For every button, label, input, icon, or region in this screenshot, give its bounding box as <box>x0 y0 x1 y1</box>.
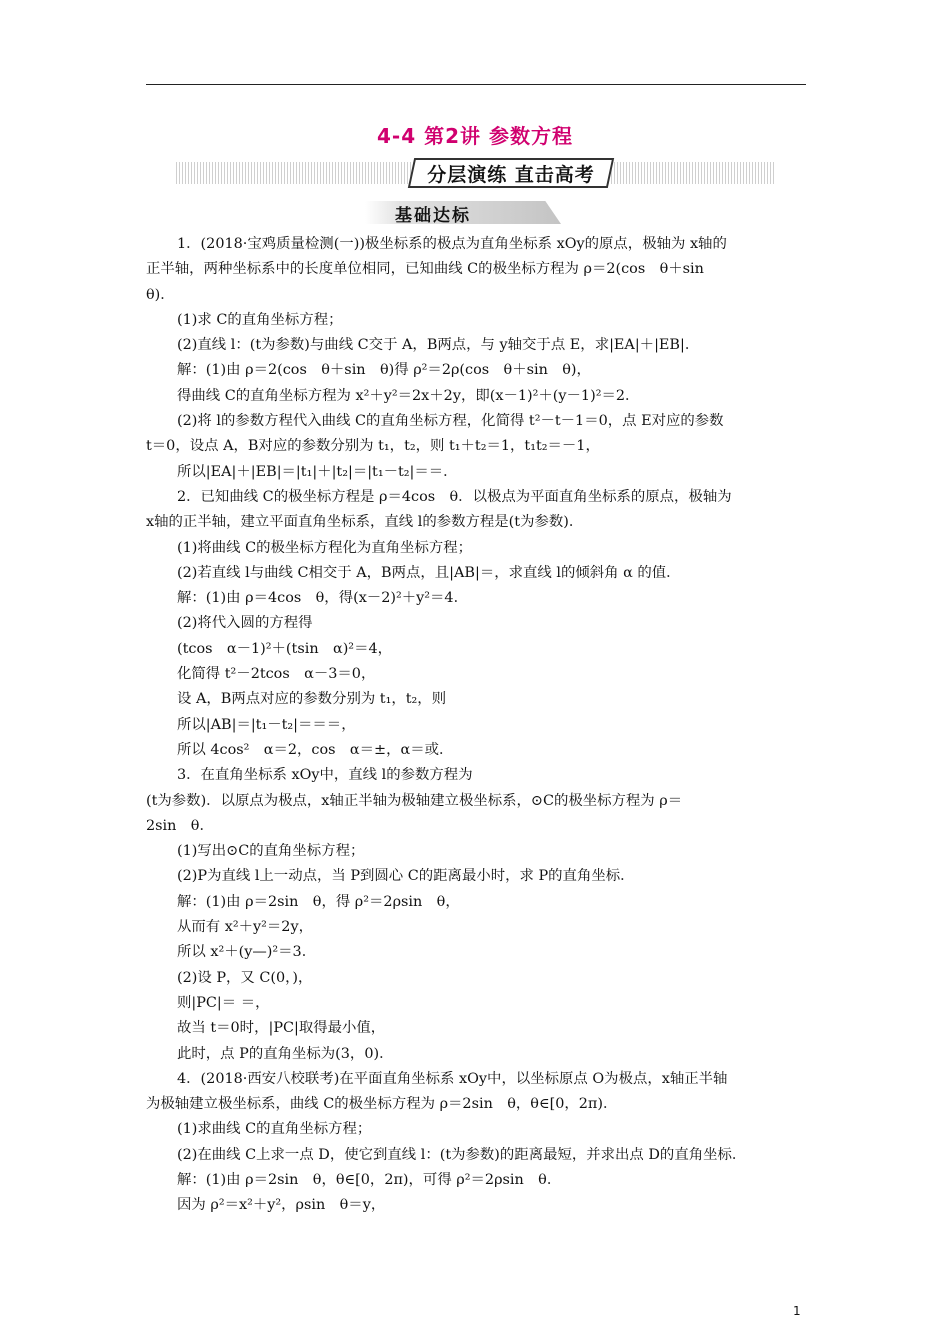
text-line: (2)直线 l：(t为参数)与曲线 C交于 A，B两点，与 y轴交于点 E，求|EA|＋|EB|． <box>177 337 700 354</box>
text-line: 所以 x²＋(y—)²＝3． <box>177 944 317 961</box>
text-line: 故当 t＝0时，|PC|取得最小值， <box>177 1020 386 1037</box>
text-line: 解：(1)由 ρ＝4cos θ，得(x－2)²＋y²＝4． <box>177 590 468 607</box>
text-line: θ)． <box>146 286 175 303</box>
text-line: 正半轴，两种坐标系中的长度单位相同，已知曲线 C的极坐标方程为 ρ＝2(cos θ＋sin <box>146 261 704 278</box>
text-line: 为极轴建立极坐标系，曲线 C的极坐标方程为 ρ＝2sin θ，θ∈[0，2π)． <box>146 1096 618 1113</box>
text-line: 2sin θ． <box>146 817 214 834</box>
text-line: 所以|EA|＋|EB|＝|t₁|＋|t₂|＝|t₁－t₂|＝＝． <box>177 463 458 480</box>
text-line: 所以|AB|＝|t₁－t₂|＝＝＝， <box>177 716 356 733</box>
text-line: t＝0，设点 A，B对应的参数分别为 t₁，t₂，则 t₁＋t₂＝1，t₁t₂＝－1， <box>146 438 600 455</box>
text-line: 解：(1)由 ρ＝2sin θ，θ∈[0，2π)，可得 ρ²＝2ρsin θ． <box>177 1171 562 1188</box>
text-line: 设 A，B两点对应的参数分别为 t₁，t₂，则 <box>177 691 447 708</box>
banner-label: 分层演练 直击高考 <box>427 164 595 186</box>
text-line: 解：(1)由 ρ＝2sin θ，得 ρ²＝2ρsin θ， <box>177 893 460 910</box>
page-title: 4-4 第2讲 参数方程 <box>377 124 573 148</box>
text-line: (1)求 C的直角坐标方程； <box>177 311 343 328</box>
text-line: 化简得 t²－2tcos α－3＝0， <box>177 666 376 683</box>
text-line: 从而有 x²＋y²＝2y， <box>177 919 313 936</box>
text-line: 3．在直角坐标系 xOy中，直线 l的参数方程为 <box>177 767 473 784</box>
text-line: (2)若直线 l与曲线 C相交于 A，B两点，且|AB|＝，求直线 l的倾斜角 α 的值． <box>177 564 681 581</box>
text-line: 2．已知曲线 C的极坐标方程是 ρ＝4cos θ．以极点为平面直角坐标系的原点，极轴为 <box>177 488 732 505</box>
page-number: 1 <box>793 1304 801 1318</box>
text-line: 则|PC|＝ ＝， <box>177 994 270 1011</box>
text-line: (2)在曲线 C上求一点 D，使它到直线 l：(t为参数)的距离最短，并求出点 D的直角坐标． <box>177 1146 747 1163</box>
text-line: 此时，点 P的直角坐标为(3，0)． <box>177 1045 394 1062</box>
text-line: (2)设 P，又 C(0，)， <box>177 969 313 986</box>
text-line: (2)将代入圆的方程得 <box>177 615 313 632</box>
text-line: (2)P为直线 l上一动点，当 P到圆心 C的距离最小时，求 P的直角坐标． <box>177 868 635 885</box>
text-line: 1．(2018·宝鸡质量检测(一))极坐标系的极点为直角坐标系 xOy的原点，极轴为 x轴的 <box>177 236 727 252</box>
text-line: x轴的正半轴，建立平面直角坐标系，直线 l的参数方程是(t为参数)． <box>146 514 584 531</box>
text-line: 得曲线 C的直角坐标方程为 x²＋y²＝2x＋2y，即(x－1)²＋(y－1)²＝2． <box>177 387 640 404</box>
text-line: 4．(2018·西安八校联考)在平面直角坐标系 xOy中，以坐标原点 O为极点，x轴正半轴 <box>177 1070 728 1087</box>
text-line: (2)将 l的参数方程代入曲线 C的直角坐标方程，化简得 t²－t－1＝0，点 E对应的参数 <box>177 413 724 430</box>
text-line: (1)写出⊙C的直角坐标方程； <box>177 843 365 860</box>
problem-text <box>146 232 812 1219</box>
text-line: (tcos α－1)²＋(tsin α)²＝4， <box>177 640 393 657</box>
text-line: 因为 ρ²＝x²＋y²，ρsin θ＝y， <box>177 1197 386 1214</box>
section-tag-label: 基础达标 <box>395 206 471 226</box>
text-line: 所以 4cos² α＝2，cos α＝±，α＝或． <box>177 741 454 758</box>
text-line: (t为参数)．以原点为极点，x轴正半轴为极轴建立极坐标系，⊙C的极坐标方程为 ρ＝ <box>146 792 683 809</box>
text-line: (1)求曲线 C的直角坐标方程； <box>177 1121 372 1138</box>
text-line: 解：(1)由 ρ＝2(cos θ＋sin θ)得 ρ²＝2ρ(cos θ＋sin θ)， <box>177 362 591 379</box>
text-line: (1)将曲线 C的极坐标方程化为直角坐标方程； <box>177 539 473 556</box>
header-rule <box>146 84 806 85</box>
